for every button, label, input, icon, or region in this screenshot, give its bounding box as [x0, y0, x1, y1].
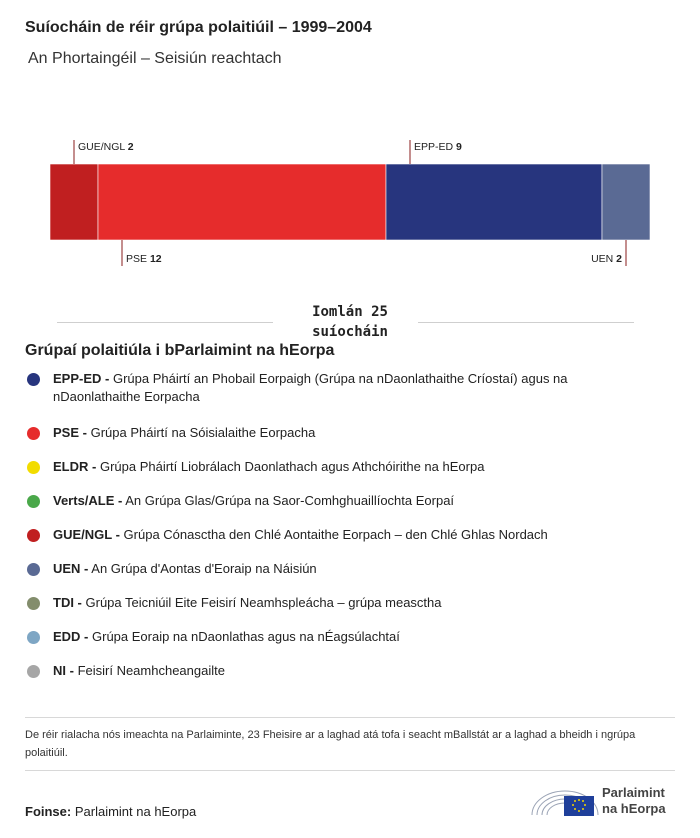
legend-item-description: Grúpa Eoraip na nDaonlathas agus na nÉagsúlachtaí — [88, 629, 400, 644]
legend-item-code: Verts/ALE - — [53, 493, 123, 508]
legend-color-dot — [27, 495, 40, 508]
legend-item-text — [53, 628, 613, 646]
legend-item-description: Grúpa Teicniúil Eite Feisirí Neamhspleácha – grúpa measctha — [81, 595, 442, 610]
legend-title: Grúpaí polaitiúla i bParlaimint na hEorpa — [25, 342, 335, 359]
bar-segment-uen — [602, 164, 650, 240]
legend-item-text — [53, 560, 613, 578]
note-divider-top — [25, 717, 675, 718]
legend-item-code: EPP-ED - — [53, 371, 110, 386]
total-seats — [285, 302, 415, 342]
legend-color-dot — [27, 665, 40, 678]
source — [25, 804, 196, 819]
legend-item-description: An Grúpa Glas/Grúpa na Saor-Comhghuaillíochta Eorpaí — [122, 493, 455, 508]
chart-title: Suíocháin de réir grúpa polaitiúil – 1999–2004 — [25, 19, 372, 36]
logo-text-line1: Parlaimint — [602, 785, 665, 800]
legend-item-description: Grúpa Pháirtí na Sóisialaithe Eorpacha — [86, 425, 316, 440]
legend-color-dot — [27, 461, 40, 474]
legend-item-code: EDD - — [53, 629, 89, 644]
legend-color-dot — [27, 563, 40, 576]
legend-item-text — [53, 526, 613, 544]
legend-item-description: An Grúpa d'Aontas d'Eoraip na Náisiún — [88, 561, 317, 576]
legend-item-code: NI - — [53, 663, 74, 678]
legend-item-description: Grúpa Pháirtí Liobrálach Daonlathach agus Athchóirithe na hEorpa — [96, 459, 485, 474]
legend-item-text — [53, 458, 613, 476]
legend-item-description: Grúpa Cónasctha den Chlé Aontaithe Eorpach – den Chlé Ghlas Nordach — [119, 527, 548, 542]
chart-subtitle: An Phortaingéil – Seisiún reachtach — [28, 50, 282, 67]
logo-text-line2: na hEorpa — [602, 801, 666, 816]
hemicycle-flag-icon — [530, 781, 600, 821]
legend-color-dot — [27, 373, 40, 386]
bar-segment-epp-ed — [386, 164, 602, 240]
legend-item-code: ELDR - — [53, 459, 97, 474]
legend-item-description: Grúpa Pháirtí an Phobail Eorpaigh (Grúpa na nDaonlathaithe Críostaí) agus na nDaonlathaithe Eorpacha — [53, 371, 568, 404]
total-seats-line2: suíocháin — [312, 324, 388, 340]
european-parliament-logo — [530, 781, 680, 821]
logo-text — [602, 785, 682, 817]
footnote: De réir rialacha nós imeachta na Parlaiminte, 23 Fheisire ar a laghad atá tofa i seacht mBallstát ar a laghad a bheidh i ngrúpa polaitiúil. — [25, 729, 636, 759]
legend-color-dot — [27, 597, 40, 610]
legend-item-text — [53, 662, 613, 680]
bar-segment-pse — [98, 164, 386, 240]
segment-label-pse: PSE 12 — [126, 253, 162, 265]
legend-item-text — [53, 492, 613, 510]
legend-item-text — [53, 594, 613, 612]
source-text: Parlaimint na hEorpa — [71, 804, 197, 819]
legend-item-text — [53, 424, 613, 442]
legend-item-code: PSE - — [53, 425, 87, 440]
legend-color-dot — [27, 631, 40, 644]
total-divider-left — [57, 322, 273, 323]
segment-label-epp-ed: EPP-ED 9 — [414, 141, 462, 153]
legend-color-dot — [27, 427, 40, 440]
segment-label-gue-ngl: GUE/NGL 2 — [78, 141, 134, 153]
legend-item-description: Feisirí Neamhcheangailte — [73, 663, 225, 678]
legend-color-dot — [27, 529, 40, 542]
total-divider-right — [418, 322, 634, 323]
legend-item-text — [53, 370, 613, 406]
bar-segment-gue-ngl — [50, 164, 98, 240]
legend-item-code: GUE/NGL - — [53, 527, 120, 542]
source-label: Foinse: — [25, 804, 72, 819]
segment-label-uen: UEN 2 — [591, 253, 622, 265]
stacked-bar-chart — [0, 120, 700, 280]
note-divider-bottom — [25, 770, 675, 771]
legend-item-code: UEN - — [53, 561, 89, 576]
total-seats-line1: Iomlán 25 — [312, 304, 388, 320]
legend-item-code: TDI - — [53, 595, 82, 610]
